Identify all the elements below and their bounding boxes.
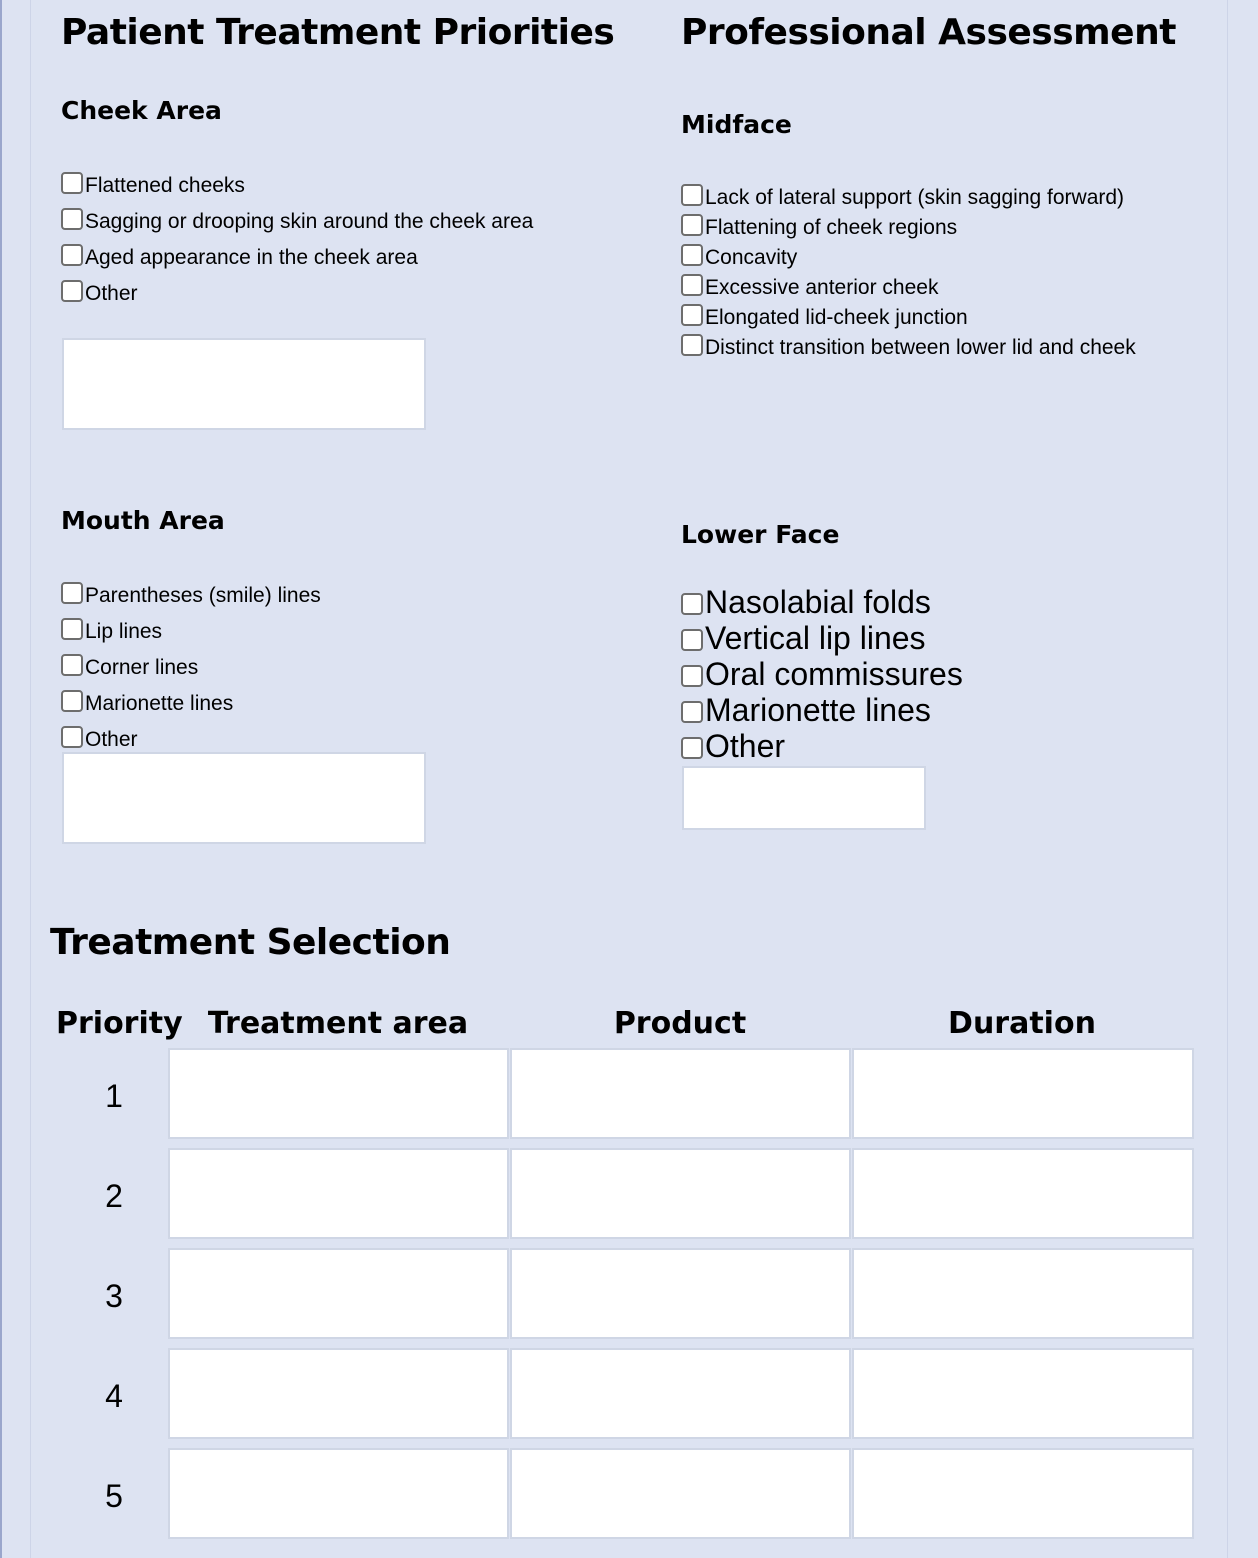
checkbox[interactable]	[681, 334, 703, 356]
midface-heading: Midface	[681, 110, 792, 139]
cheek-area-heading: Cheek Area	[61, 96, 222, 125]
lower-face-options	[681, 585, 963, 765]
option-label: Other	[705, 728, 786, 764]
lowerface-option[interactable]	[681, 693, 963, 729]
treatment-area-input[interactable]	[168, 1448, 509, 1539]
checkbox[interactable]	[61, 618, 83, 640]
checkbox[interactable]	[61, 690, 83, 712]
product-input[interactable]	[510, 1448, 851, 1539]
checkbox[interactable]	[61, 654, 83, 676]
priority-column-header: Priority	[56, 1006, 183, 1041]
treatment-selection-title: Treatment Selection	[50, 922, 451, 963]
midface-option[interactable]	[681, 330, 1136, 360]
checkbox[interactable]	[681, 629, 703, 651]
option-label: Nasolabial folds	[705, 584, 931, 620]
checkbox[interactable]	[61, 726, 83, 748]
treatment-area-column-header: Treatment area	[207, 1006, 469, 1041]
checkbox[interactable]	[681, 593, 703, 615]
option-label: Distinct transition between lower lid and cheek	[705, 336, 1136, 359]
checkbox[interactable]	[681, 274, 703, 296]
mouth-area-heading: Mouth Area	[61, 506, 225, 535]
product-column-header: Product	[613, 1006, 747, 1041]
lowerface-option[interactable]	[681, 585, 963, 621]
checkbox[interactable]	[61, 208, 83, 230]
lowerface-option[interactable]	[681, 621, 963, 657]
product-input[interactable]	[510, 1148, 851, 1239]
midface-option[interactable]	[681, 300, 1136, 330]
duration-column-header: Duration	[948, 1006, 1096, 1041]
mouth-other-input[interactable]	[62, 752, 426, 844]
lowerface-option[interactable]	[681, 729, 963, 765]
checkbox[interactable]	[61, 582, 83, 604]
option-label: Corner lines	[85, 656, 199, 679]
priority-number: 3	[105, 1278, 123, 1314]
product-input[interactable]	[510, 1048, 851, 1139]
mouth-option[interactable]	[61, 716, 321, 752]
option-label: Flattening of cheek regions	[705, 216, 958, 239]
treatment-area-input[interactable]	[168, 1048, 509, 1139]
priority-number: 2	[105, 1178, 123, 1214]
cheek-option[interactable]	[61, 234, 533, 270]
duration-input[interactable]	[852, 1448, 1194, 1539]
checkbox[interactable]	[61, 244, 83, 266]
option-label: Other	[85, 282, 138, 305]
priority-number: 1	[105, 1078, 123, 1114]
duration-input[interactable]	[852, 1348, 1194, 1439]
patient-priorities-title: Patient Treatment Priorities	[61, 12, 615, 53]
option-label: Parentheses (smile) lines	[85, 584, 321, 607]
option-label: Flattened cheeks	[85, 174, 245, 197]
duration-input[interactable]	[852, 1048, 1194, 1139]
cheek-option[interactable]	[61, 162, 533, 198]
option-label: Sagging or drooping skin around the cheek area	[85, 210, 534, 233]
mouth-option[interactable]	[61, 608, 321, 644]
cheek-option[interactable]	[61, 198, 533, 234]
treatment-area-input[interactable]	[168, 1348, 509, 1439]
product-input[interactable]	[510, 1348, 851, 1439]
option-label: Marionette lines	[705, 692, 931, 728]
checkbox[interactable]	[681, 701, 703, 723]
midface-option[interactable]	[681, 180, 1136, 210]
professional-assessment-title: Professional Assessment	[681, 12, 1176, 53]
window-edge	[0, 0, 2, 1558]
option-label: Concavity	[705, 246, 798, 269]
mouth-option[interactable]	[61, 572, 321, 608]
option-label: Elongated lid-cheek junction	[705, 306, 968, 329]
checkbox[interactable]	[681, 214, 703, 236]
duration-input[interactable]	[852, 1148, 1194, 1239]
option-label: Oral commissures	[705, 656, 963, 692]
treatment-area-input[interactable]	[168, 1248, 509, 1339]
option-label: Marionette lines	[85, 692, 234, 715]
lowerface-other-input[interactable]	[682, 766, 926, 830]
midface-options	[681, 180, 1136, 360]
midface-option[interactable]	[681, 270, 1136, 300]
option-label: Vertical lip lines	[705, 620, 926, 656]
priority-number: 5	[105, 1478, 123, 1514]
option-label: Other	[85, 728, 138, 751]
mouth-area-options	[61, 572, 321, 752]
product-input[interactable]	[510, 1248, 851, 1339]
lowerface-option[interactable]	[681, 657, 963, 693]
option-label: Aged appearance in the cheek area	[85, 246, 418, 269]
option-label: Lack of lateral support (skin sagging forward)	[705, 186, 1125, 209]
checkbox[interactable]	[681, 244, 703, 266]
midface-option[interactable]	[681, 240, 1136, 270]
cheek-area-options	[61, 162, 533, 306]
midface-option[interactable]	[681, 210, 1136, 240]
checkbox[interactable]	[61, 280, 83, 302]
mouth-option[interactable]	[61, 680, 321, 716]
cheek-option[interactable]	[61, 270, 533, 306]
checkbox[interactable]	[681, 737, 703, 759]
duration-input[interactable]	[852, 1248, 1194, 1339]
checkbox[interactable]	[681, 304, 703, 326]
lower-face-heading: Lower Face	[681, 520, 840, 549]
checkbox[interactable]	[681, 665, 703, 687]
checkbox[interactable]	[681, 184, 703, 206]
mouth-option[interactable]	[61, 644, 321, 680]
treatment-area-input[interactable]	[168, 1148, 509, 1239]
cheek-other-input[interactable]	[62, 338, 426, 430]
option-label: Lip lines	[85, 620, 163, 643]
option-label: Excessive anterior cheek	[705, 276, 939, 299]
priority-number: 4	[105, 1378, 123, 1414]
checkbox[interactable]	[61, 172, 83, 194]
